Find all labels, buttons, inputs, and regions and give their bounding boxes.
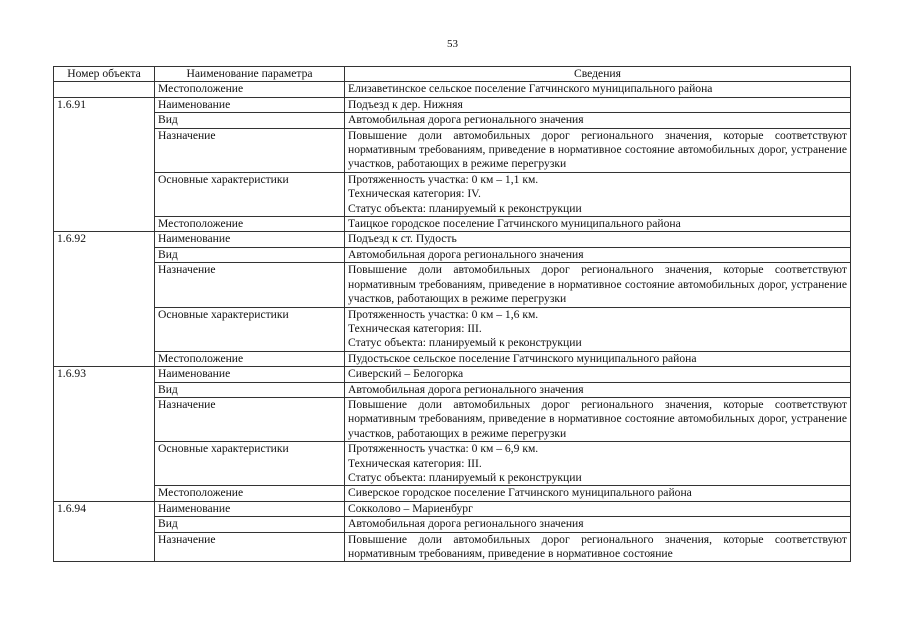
cell-value: Подъезд к ст. Пудость	[345, 232, 851, 247]
header-details: Сведения	[345, 67, 851, 82]
cell-value: Подъезд к дер. Нижняя	[345, 97, 851, 112]
cell-value: Таицкое городское поселение Гатчинского муниципального района	[345, 217, 851, 232]
table-row	[54, 486, 851, 501]
cell-param: Основные характеристики	[155, 172, 345, 216]
cell-param: Местоположение	[155, 486, 345, 501]
cell-value: Сокколово – Мариенбург	[345, 501, 851, 516]
spec-status: Статус объекта: планируемый к реконструкции	[348, 201, 582, 215]
cell-number	[54, 82, 155, 97]
cell-param: Наименование	[155, 501, 345, 516]
table-row	[54, 397, 851, 441]
cell-param: Назначение	[155, 532, 345, 562]
table-row	[54, 82, 851, 97]
spec-category: Техническая категория: III.	[348, 456, 482, 470]
table-row	[54, 351, 851, 366]
table-row	[54, 113, 851, 128]
cell-value: Автомобильная дорога регионального значения	[345, 382, 851, 397]
table-row	[54, 367, 851, 382]
cell-value	[345, 442, 851, 486]
cell-param: Вид	[155, 247, 345, 262]
table-row	[54, 247, 851, 262]
cell-value: Сиверское городское поселение Гатчинского муниципального района	[345, 486, 851, 501]
spec-length: Протяженность участка: 0 км – 6,9 км.	[348, 442, 539, 456]
page-number: 53	[447, 38, 458, 50]
table-row	[54, 501, 851, 516]
cell-param: Назначение	[155, 397, 345, 441]
cell-value: Пудостьское сельское поселение Гатчинского муниципального района	[345, 351, 851, 366]
table-row	[54, 517, 851, 532]
object-number: 1.6.94	[54, 501, 155, 562]
cell-value: Автомобильная дорога регионального значения	[345, 517, 851, 532]
table-row	[54, 382, 851, 397]
spec-category: Техническая категория: IV.	[348, 187, 481, 201]
cell-param: Основные характеристики	[155, 307, 345, 351]
cell-param: Местоположение	[155, 351, 345, 366]
table-row	[54, 97, 851, 112]
spec-length: Протяженность участка: 0 км – 1,6 км.	[348, 307, 539, 321]
object-number: 1.6.91	[54, 97, 155, 232]
spec-category: Техническая категория: III.	[348, 321, 482, 335]
cell-value	[345, 172, 851, 216]
cell-value: Повышение доли автомобильных дорог регионального значения, которые соответствуют нормативным требованиям, приведение в нормативное состояние автомобильных дорог, устранение участков, работающих в режиме перегрузки	[345, 128, 851, 172]
table-row	[54, 532, 851, 562]
table-row	[54, 172, 851, 216]
cell-param: Вид	[155, 113, 345, 128]
header-parameter-name: Наименование параметра	[155, 67, 345, 82]
cell-param: Назначение	[155, 263, 345, 307]
table-row	[54, 263, 851, 307]
spec-status: Статус объекта: планируемый к реконструкции	[348, 336, 582, 350]
cell-value: Автомобильная дорога регионального значения	[345, 113, 851, 128]
table-row	[54, 232, 851, 247]
table-row	[54, 128, 851, 172]
header-object-number: Номер объекта	[54, 67, 155, 82]
table-header-row	[54, 67, 851, 82]
table-row	[54, 442, 851, 486]
cell-value: Повышение доли автомобильных дорог регионального значения, которые соответствуют нормативным требованиям, приведение в нормативное состояние	[345, 532, 851, 562]
cell-param: Местоположение	[155, 217, 345, 232]
cell-param: Наименование	[155, 232, 345, 247]
cell-param: Назначение	[155, 128, 345, 172]
cell-param: Вид	[155, 382, 345, 397]
cell-value: Повышение доли автомобильных дорог регионального значения, которые соответствуют нормативным требованиям, приведение в нормативное состояние автомобильных дорог, устранение участков, работающих в режиме перегрузки	[345, 397, 851, 441]
spec-length: Протяженность участка: 0 км – 1,1 км.	[348, 172, 539, 186]
cell-param: Основные характеристики	[155, 442, 345, 486]
cell-value: Елизаветинское сельское поселение Гатчинского муниципального района	[345, 82, 851, 97]
table-row	[54, 307, 851, 351]
object-number: 1.6.92	[54, 232, 155, 367]
cell-value: Автомобильная дорога регионального значения	[345, 247, 851, 262]
object-number: 1.6.93	[54, 367, 155, 502]
table-row	[54, 217, 851, 232]
cell-param: Местоположение	[155, 82, 345, 97]
cell-param: Наименование	[155, 97, 345, 112]
cell-param: Вид	[155, 517, 345, 532]
cell-value	[345, 307, 851, 351]
cell-param: Наименование	[155, 367, 345, 382]
cell-value: Повышение доли автомобильных дорог регионального значения, которые соответствуют нормативным требованиям, приведение в нормативное состояние автомобильных дорог, устранение участков, работающих в режиме перегрузки	[345, 263, 851, 307]
spec-status: Статус объекта: планируемый к реконструкции	[348, 470, 582, 484]
cell-value: Сиверский – Белогорка	[345, 367, 851, 382]
objects-table	[53, 66, 851, 562]
